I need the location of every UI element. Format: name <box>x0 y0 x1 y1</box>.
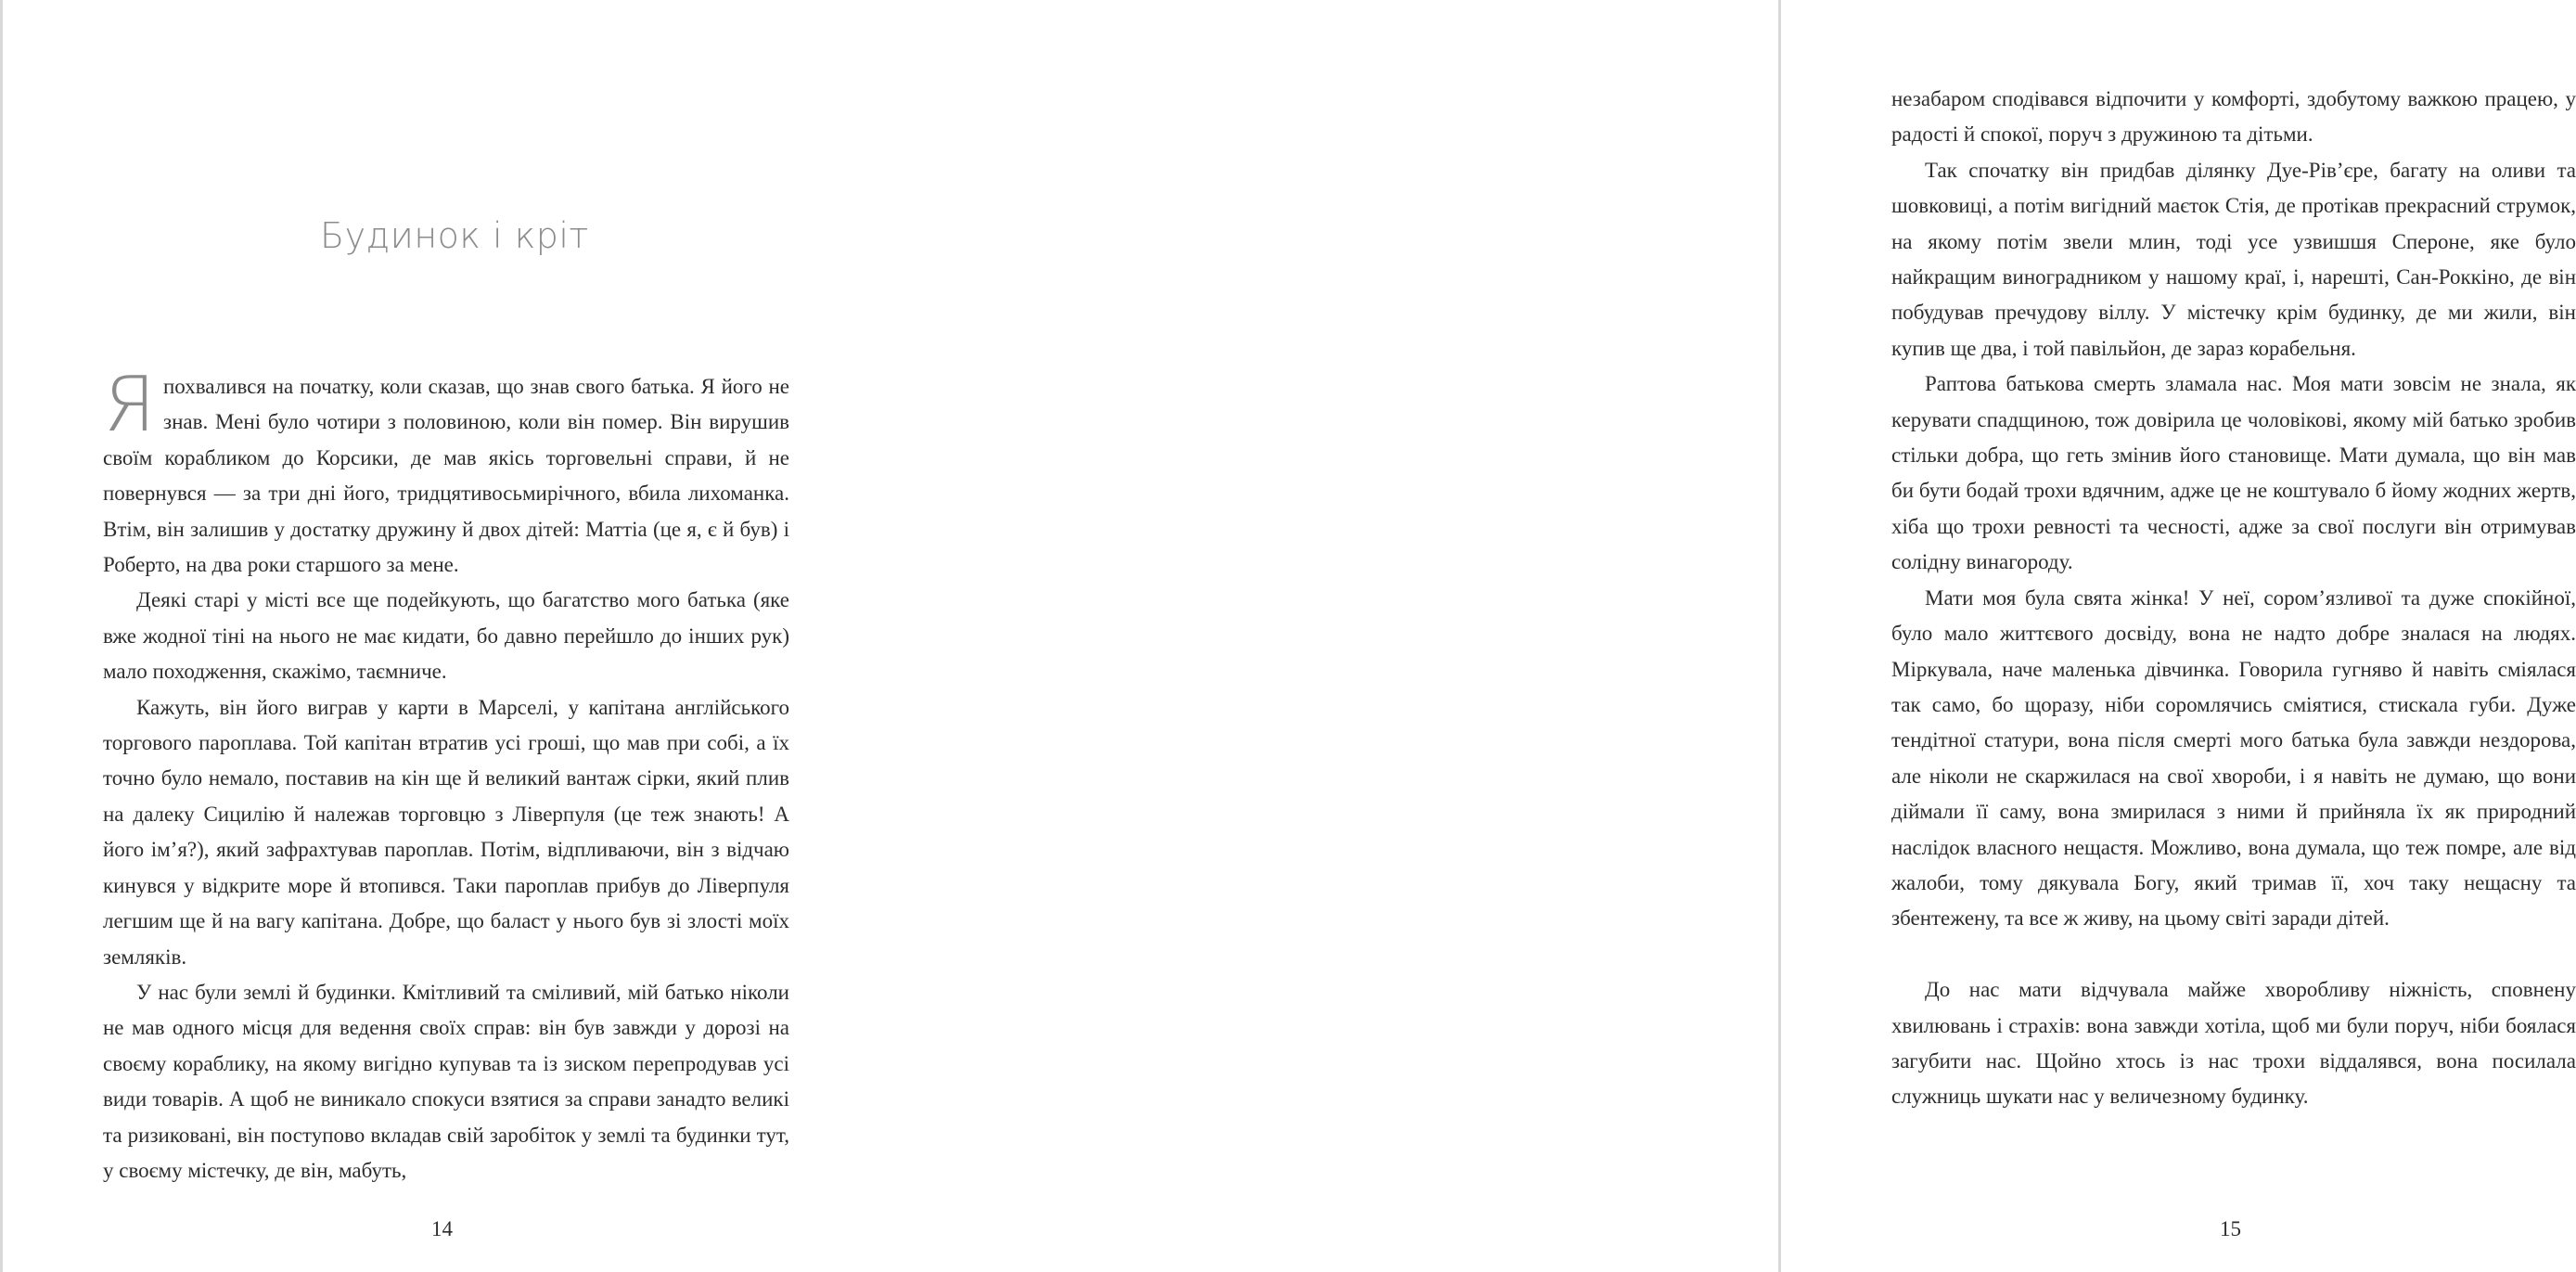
paragraph: Деякі старі у місті все ще подейкують, що багатство мого батька (яке вже жодної тіні на нього не має кидати, бо давно перейшло до інших рук) мало походження, скажімо, таємниче. <box>103 588 789 684</box>
drop-cap: Я <box>103 361 156 449</box>
paragraph: незабаром сподівався відпочити у комфорті, здобутому важкою працею, у радості й спокої, поруч з дружиною та дітьми. <box>1891 87 2576 147</box>
chapter-title: Будинок і кріт <box>320 215 589 256</box>
paragraph: До нас мати відчувала майже хворобливу ніжність, сповнену хвилювань і страхів: вона завжди хотіла, щоб ми були поруч, ніби боялася загубити нас. Щойно хтось із нас трохи віддалявся, вона посилала служниць шукати нас у величезному будинку. <box>1891 978 2576 1109</box>
paragraph: Раптова батькова смерть зламала нас. Моя мати зовсім не знала, як керувати спадщиною, тож довірила це чоловікові, якому мій батько зробив стільки добра, що геть змінив його становище. Мати думала, що він мав би бути бодай трохи вдячним, адже це не коштувало б йому жодних жертв, хіба що трохи ревності та чесності, адже за свої послуги він отримував солідну винагороду. <box>1891 372 2576 574</box>
left-page-text <box>103 361 789 1188</box>
paragraph: У нас були землі й будинки. Кмітливий та сміливий, мій батько ніколи не мав одного місця для ведення своїх справ: він був завжди у дорозі на своєму кораблику, на якому вигідно купував та із зиском перепродував усі види товарів. А щоб не виникало спокуси взятися за справи занадто великі та ризиковані, він поступово вкладав свій заробіток у землі та будинки тут, у своєму містечку, де він, мабуть, <box>103 980 789 1182</box>
paragraph: Кажуть, він його виграв у карти в Марселі, у капітана англійського торгового пароплава. Той капітан втратив усі гроші, що мав при собі, а їх точно було немало, поставив на кін ще й великий вантаж сірки, який плив на далеку Сицилію й належав торговцю з Ліверпуля (це теж знають! А його ім’я?), який зафрахтував пароплав. Потім, відпливаючи, він з відчаю кинувся у відкрите море й втопився. Таки пароплав прибув до Ліверпуля легшим ще й на вагу капітана. Добре, що баласт у нього був зі злості моїх земляків. <box>103 695 789 969</box>
left-page <box>3 0 893 1272</box>
right-page <box>893 0 2576 1272</box>
right-page-text <box>1891 82 2576 1115</box>
page-number: 15 <box>2220 1217 2241 1240</box>
paragraph <box>103 361 789 583</box>
paragraph: Мати моя була свята жінка! У неї, сором’язливої та дуже спокійної, було мало життєвого досвіду, вона не надто добре зналася на людях. Міркувала, наче маленька дівчинка. Говорила гугняво й навіть сміялася так само, бо щоразу, ніби соромлячись сміятися, стискала губи. Дуже тендітної статури, вона після смерті мого батька була завжди нездорова, але ніколи не скаржилася на свої хвороби, і я навіть не думаю, що вони діймали її саму, вона змирилася з ними й прийняла їх як природний наслідок власного нещастя. Можливо, вона думала, що теж помре, але від жалоби, тому дякувала Богу, який тримав її, хоч таку нещасну та збентежену, та все ж живу, на цьому світі заради дітей. <box>1891 585 2576 931</box>
paragraph-text: похвалився на початку, коли сказав, що знав свого батька. Я його не знав. Мені було чотири з половиною, коли він помер. Він вирушив своїм корабликом до Корсики, де мав якісь торговельні справи, й не повернувся — за три дні його, тридцятивосьмирічного, вбила лихоманка. Втім, він залишив у достатку дружину й двох дітей: Маттіа (це я, є й був) і Роберто, на два роки старшого за мене. <box>103 375 789 577</box>
section-break <box>1891 937 2576 972</box>
page-number: 14 <box>431 1217 453 1240</box>
paragraph: Так спочатку він придбав ділянку Дуе-Рів’єре, багату на оливи та шовковиці, а потім вигідний маєток Стія, де протікав прекрасний струмок, на якому потім звели млин, тоді усе узвишшя Спероне, яке було найкращим виноградником у нашому краї, і, нарешті, Сан-Роккіно, де він побудував пречудову віллу. У містечку крім будинку, де ми жили, він купив ще два, і той павільйон, де зараз корабельня. <box>1891 158 2576 360</box>
